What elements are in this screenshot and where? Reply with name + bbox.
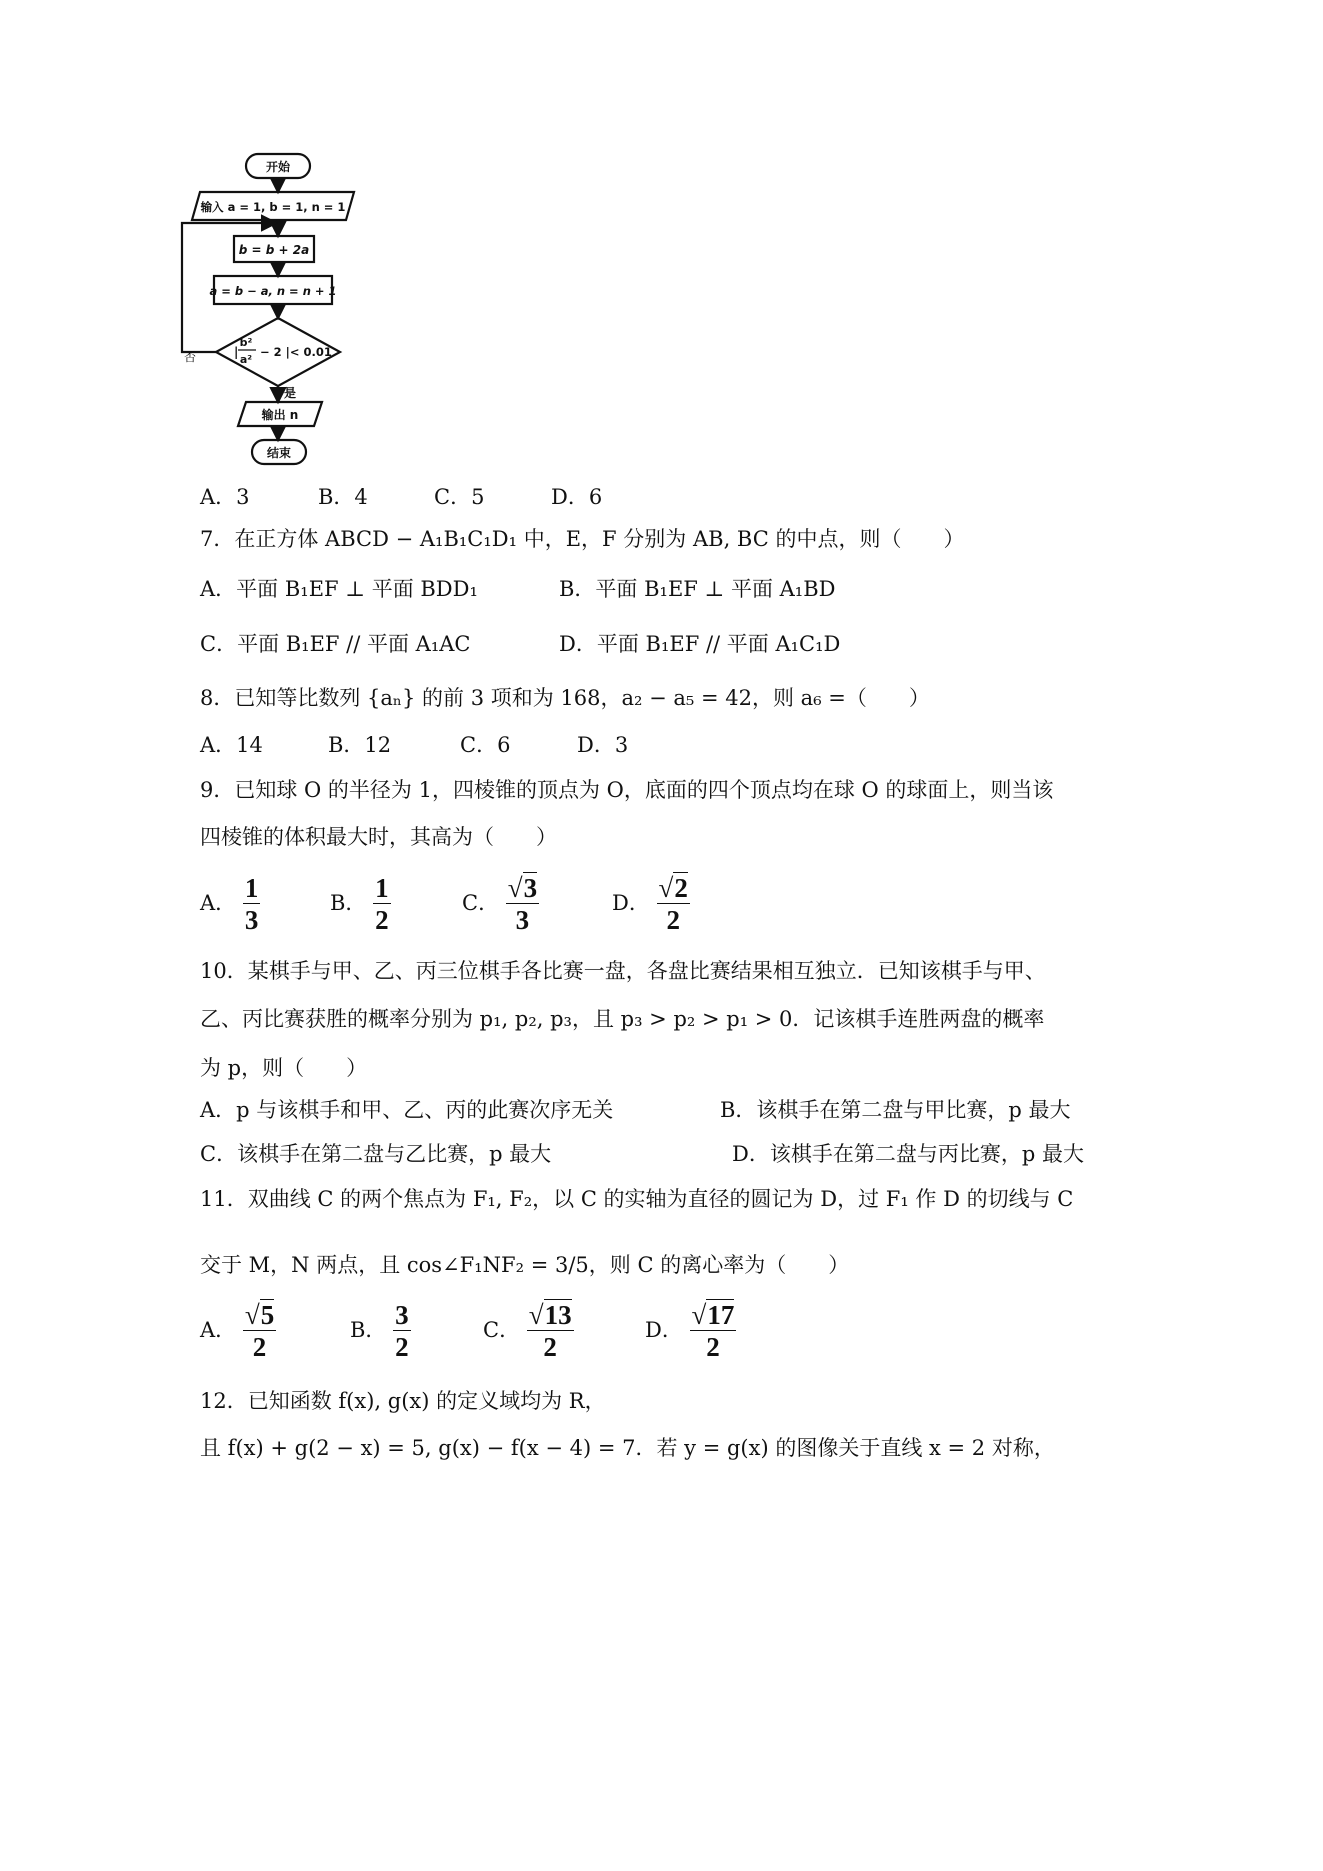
q9-option-b-value: $\frac{1}{2}$ (375, 873, 389, 935)
flow-end-text: 结束 (266, 446, 292, 460)
q11-option-b-value: $\frac{3}{2}$ (395, 1300, 409, 1362)
q10-question-line1: 10．某棋手与甲、乙、丙三位棋手各比赛一盘，各盘比赛结果相互独立．已知该棋手与甲、 (200, 959, 1046, 983)
flow-no-label: 否 (184, 350, 197, 364)
q8-option-a: A．14 (200, 733, 263, 757)
q11-option-b-label: B． (350, 1318, 387, 1342)
flow-input-text: 输入 a = 1, b = 1, n = 1 (200, 200, 346, 214)
q11-option-a-label: A． (200, 1318, 237, 1342)
q9-option-c-value: $\frac{√3}{3}$ (507, 873, 538, 935)
q6-option-c: C．5 (434, 485, 485, 509)
q11-option-d (645, 1300, 736, 1363)
q12-question-line2: 且 f(x) + g(2 − x) = 5, g(x) − f(x − 4) = 7．若 y = g(x) 的图像关于直线 x = 2 对称， (200, 1436, 1055, 1460)
q9-option-b-label: B． (330, 891, 367, 915)
q9-question-line2: 四棱锥的体积最大时，其高为（ ） (200, 825, 557, 849)
q7-option-d: D．平面 B₁EF // 平面 A₁C₁D (559, 632, 841, 656)
q10-option-d: D．该棋手在第二盘与丙比赛，p 最大 (732, 1142, 1084, 1166)
q9-option-a (200, 873, 260, 936)
q11-option-c (483, 1300, 574, 1363)
q11-option-b (350, 1300, 411, 1363)
q8-option-d: D．3 (577, 733, 629, 757)
q10-option-a: A．p 与该棋手和甲、乙、丙的此赛次序无关 (200, 1098, 614, 1122)
flow-yes-label: 是 (284, 386, 297, 400)
q10-question-line2: 乙、丙比赛获胜的概率分别为 p₁, p₂, p₃，且 p₃ > p₂ > p₁ > 0．记该棋手连胜两盘的概率 (200, 1007, 1045, 1031)
q10-option-b: B．该棋手在第二盘与甲比赛，p 最大 (720, 1098, 1071, 1122)
q7-option-b: B．平面 B₁EF ⊥ 平面 A₁BD (559, 577, 836, 601)
q7-option-a: A．平面 B₁EF ⊥ 平面 BDD₁ (200, 577, 478, 601)
q9-option-d-label: D． (612, 891, 650, 915)
q10-question-line3: 为 p，则（ ） (200, 1056, 368, 1080)
q6-option-b: B．4 (318, 485, 368, 509)
svg-text:|: | (234, 345, 239, 359)
q6-option-d: D．6 (551, 485, 603, 509)
q7-option-c: C．平面 B₁EF // 平面 A₁AC (200, 632, 471, 656)
q9-option-b (330, 873, 391, 936)
q11-question-line1: 11．双曲线 C 的两个焦点为 F₁, F₂，以 C 的实轴为直径的圆记为 D，过 F₁ 作 D 的切线与 C (200, 1187, 1074, 1211)
q9-option-d (612, 873, 690, 936)
q11-option-c-label: C． (483, 1318, 521, 1342)
q10-option-c: C．该棋手在第二盘与乙比赛，p 最大 (200, 1142, 552, 1166)
q11-option-d-label: D． (645, 1318, 683, 1342)
flow-cond-num: b² (239, 336, 253, 349)
q6-option-a: A．3 (200, 485, 250, 509)
q9-option-a-value: $\frac{1}{3}$ (244, 873, 259, 935)
q11-question-line2: 交于 M，N 两点，且 cos∠F₁NF₂ = 3/5，则 C 的离心率为（ ） (200, 1253, 850, 1277)
flow-output-text: 输出 n (261, 408, 299, 422)
q11-option-d-value: $\frac{√17}{2}$ (691, 1300, 735, 1362)
q11-option-a-value: $\frac{√5}{2}$ (244, 1300, 275, 1362)
q9-question-line1: 9．已知球 O 的半径为 1，四棱锥的顶点为 O，底面的四个顶点均在球 O 的球面上，则当该 (200, 778, 1054, 802)
flowchart (180, 150, 380, 530)
q9-option-d-value: $\frac{√2}{2}$ (658, 873, 688, 935)
q7-question: 7．在正方体 ABCD − A₁B₁C₁D₁ 中，E，F 分别为 AB, BC 的中点，则（ ） (200, 527, 965, 551)
flow-cond-tail: − 2 |< 0.01 (260, 345, 332, 359)
q8-option-b: B．12 (328, 733, 392, 757)
flow-start-text: 开始 (265, 160, 291, 174)
q8-question: 8．已知等比数列 {aₙ} 的前 3 项和为 168，a₂ − a₅ = 42，则 a₆ =（ ） (200, 686, 930, 710)
q11-option-a (200, 1300, 276, 1363)
q11-option-c-value: $\frac{√13}{2}$ (528, 1300, 572, 1362)
flow-step1-text: b = b + 2a (238, 243, 310, 257)
q9-option-c (462, 873, 539, 936)
q8-option-c: C．6 (460, 733, 511, 757)
flow-step2-text: a = b − a, n = n + 1 (209, 284, 337, 298)
q12-question-line1: 12．已知函数 f(x), g(x) 的定义域均为 R， (200, 1389, 606, 1413)
flow-cond-den: a² (239, 353, 253, 366)
q9-option-c-label: C． (462, 891, 500, 915)
q9-option-a-label: A． (200, 891, 237, 915)
